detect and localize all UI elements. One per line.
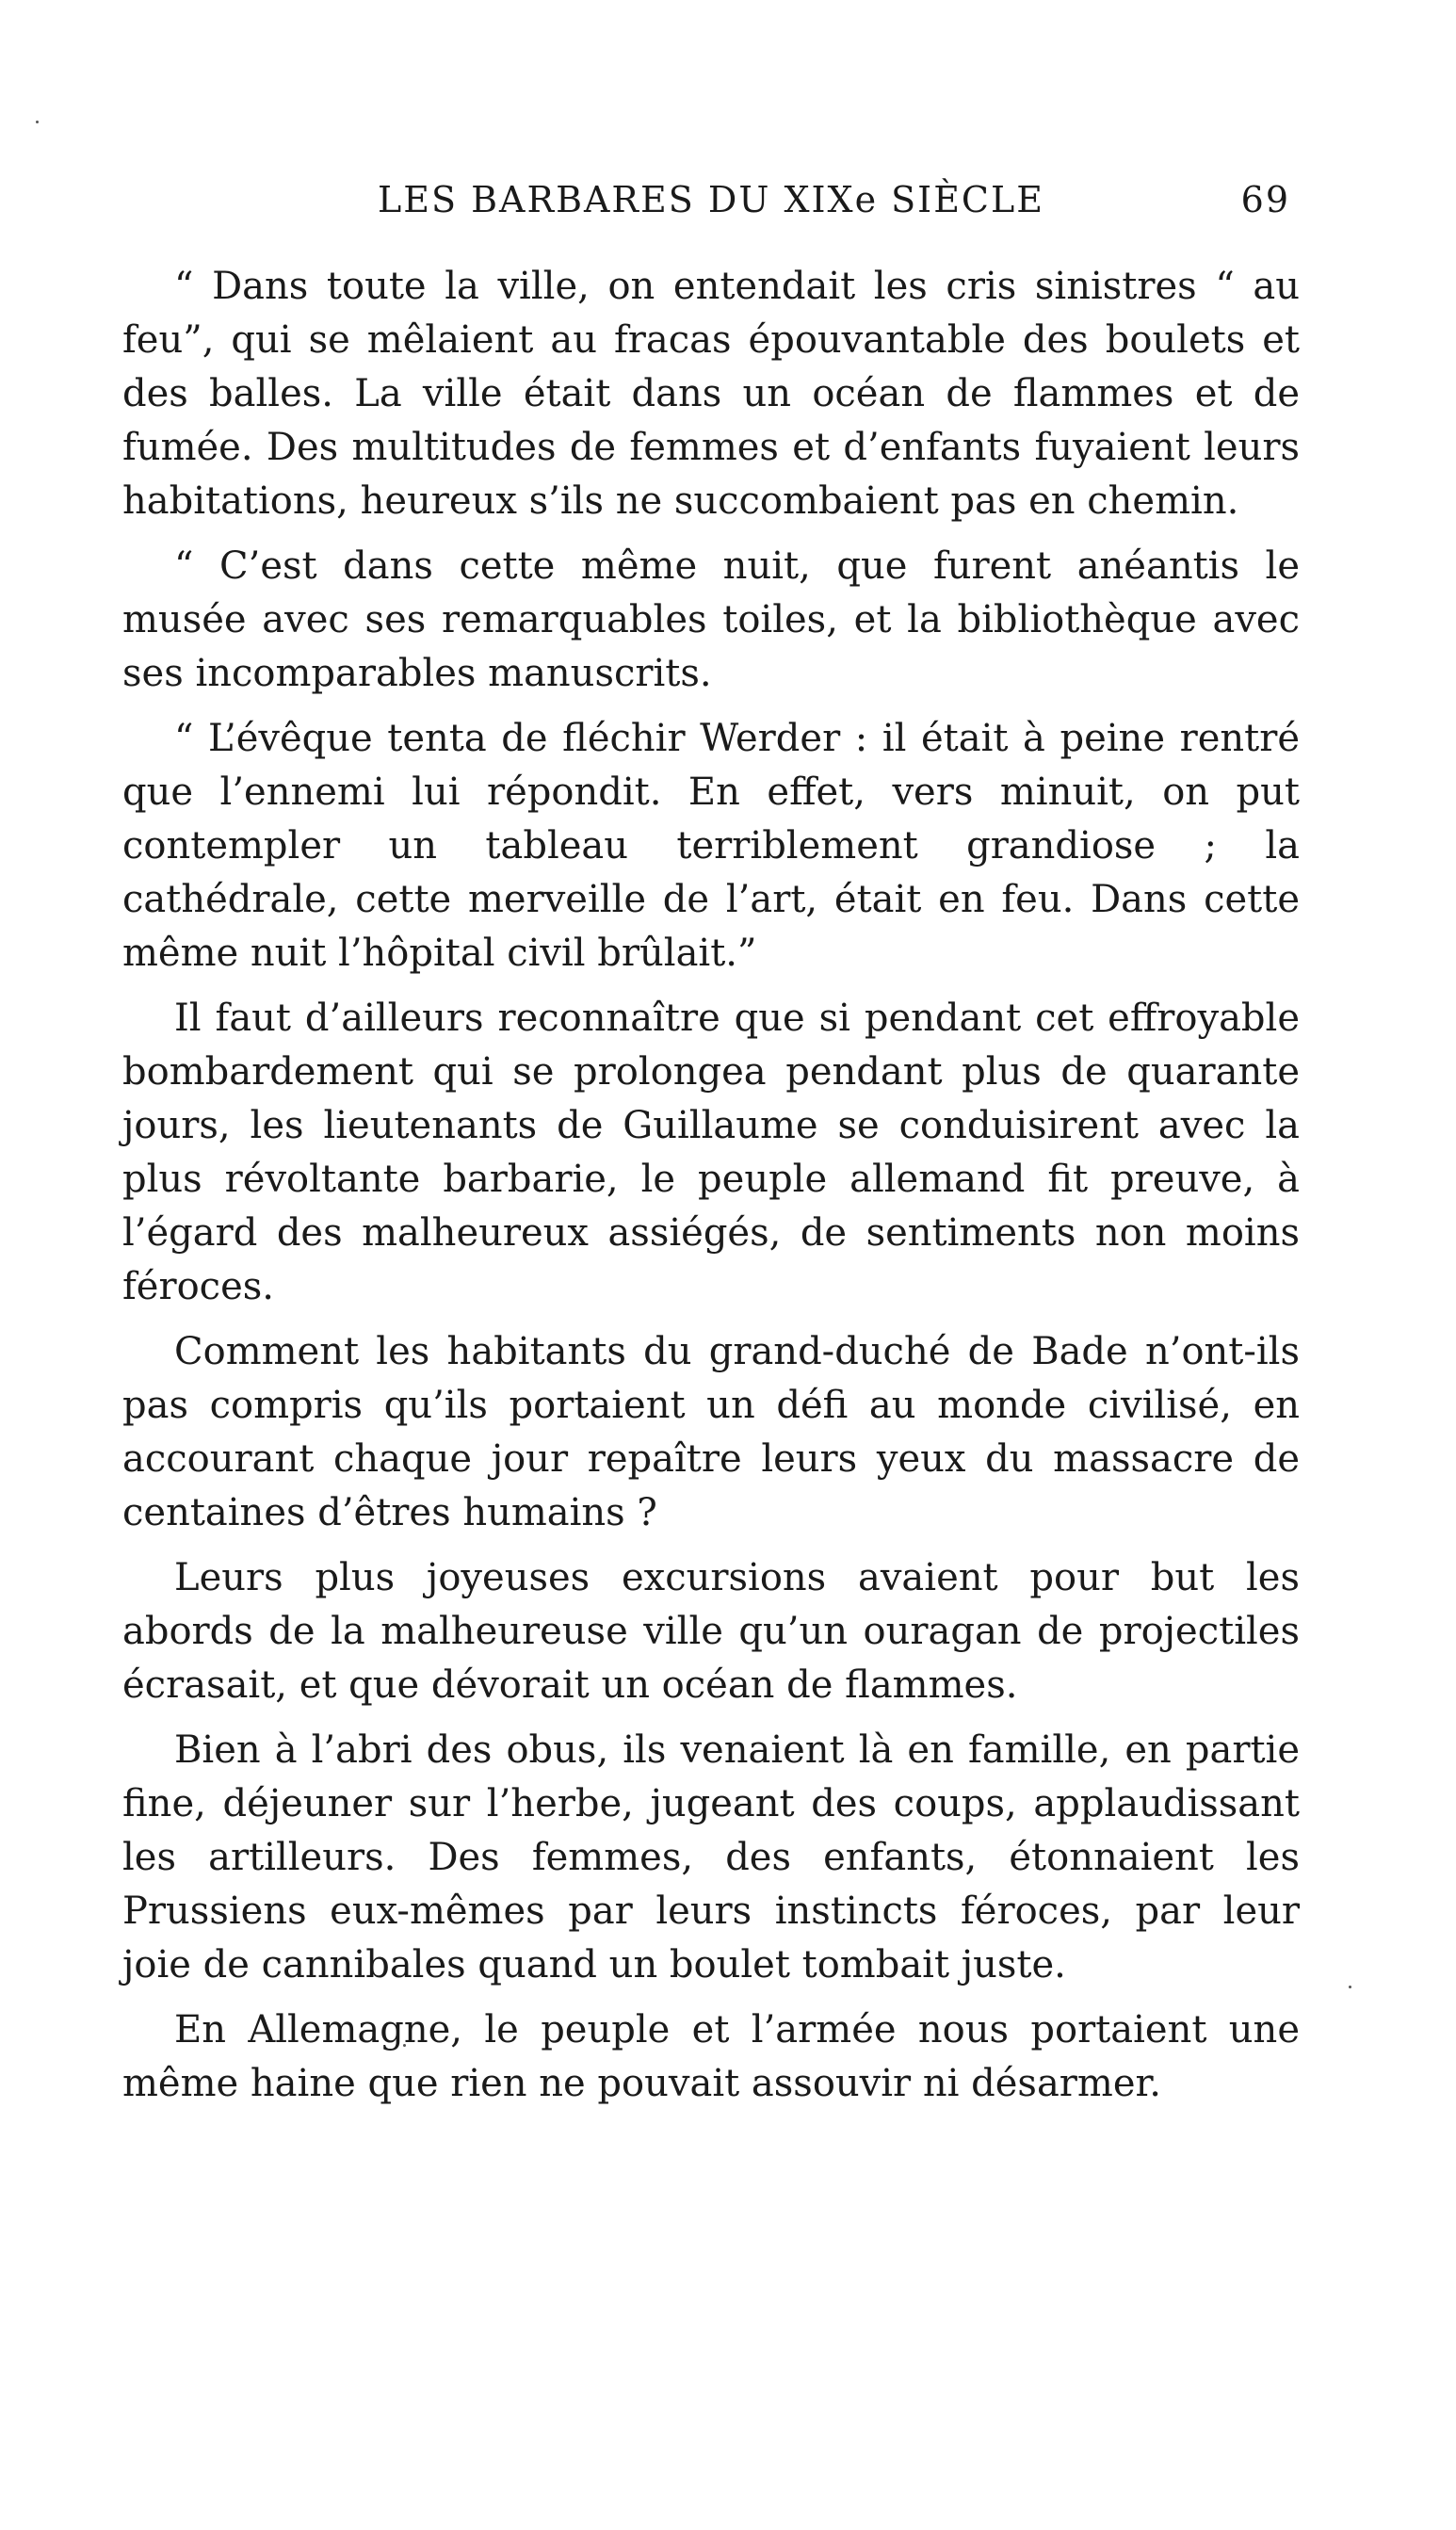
- paper-speck: [1349, 1986, 1351, 1988]
- paper-speck: [36, 121, 39, 123]
- paragraph: En Allemagne, le peuple et l’armée nous portaient une même haine que rien ne pouvait assouvir ni désarmer.: [122, 2008, 1300, 2105]
- book-page: [122, 179, 1300, 2122]
- paragraph: “ C’est dans cette même nuit, que furent anéantis le musée avec ses remarquables toiles, et la bibliothèque avec ses incomparables manuscrits.: [122, 544, 1300, 695]
- running-title: LES BARBARES DU XIXe SIÈCLE: [378, 179, 1044, 220]
- paragraph: Il faut d’ailleurs reconnaître que si pendant cet effroyable bombardement qui se prolongea pendant plus de quarante jours, les lieutenants de Guillaume se conduisirent avec la plus révoltante barbarie, le peuple allemand fit preuve, à l’égard des malheureux assiégés, de sentiments non moins féroces.: [122, 997, 1300, 1308]
- paragraph: “ Dans toute la ville, on entendait les cris sinistres “ au feu”, qui se mêlaient au fracas épouvantable des boulets et des balles. La ville était dans un océan de flammes et de fumée. Des multitudes de femmes et d’enfants fuyaient leurs habitations, heureux s’ils ne succombaient pas en chemin.: [122, 265, 1300, 523]
- page-number: 69: [1240, 179, 1290, 220]
- body-text: [122, 260, 1300, 2111]
- running-header: [122, 179, 1300, 235]
- paragraph: Leurs plus joyeuses excursions avaient pour but les abords de la malheureuse ville qu’un ouragan de projectiles écrasait, et que dévorait un océan de flammes.: [122, 1556, 1300, 1707]
- paragraph: “ L’évêque tenta de fléchir Werder : il était à peine rentré que l’ennemi lui répondit. En effet, vers minuit, on put contempler un tableau terriblement grandiose ; la cathédrale, cette merveille de l’art, était en feu. Dans cette même nuit l’hôpital civil brûlait.”: [122, 717, 1300, 975]
- paragraph: Bien à l’abri des obus, ils venaient là en famille, en partie fine, déjeuner sur l’herbe, jugeant des coups, applaudissant les artilleurs. Des femmes, des enfants, étonnaient les Prussiens eux-mêmes par leurs instincts féroces, par leur joie de cannibales quand un boulet tombait juste.: [122, 1728, 1300, 1987]
- paragraph: Comment les habitants du grand-duché de Bade n’ont-ils pas compris qu’ils portaient un défi au monde civilisé, en accourant chaque jour repaître leurs yeux du massacre de centaines d’êtres humains ?: [122, 1330, 1300, 1534]
